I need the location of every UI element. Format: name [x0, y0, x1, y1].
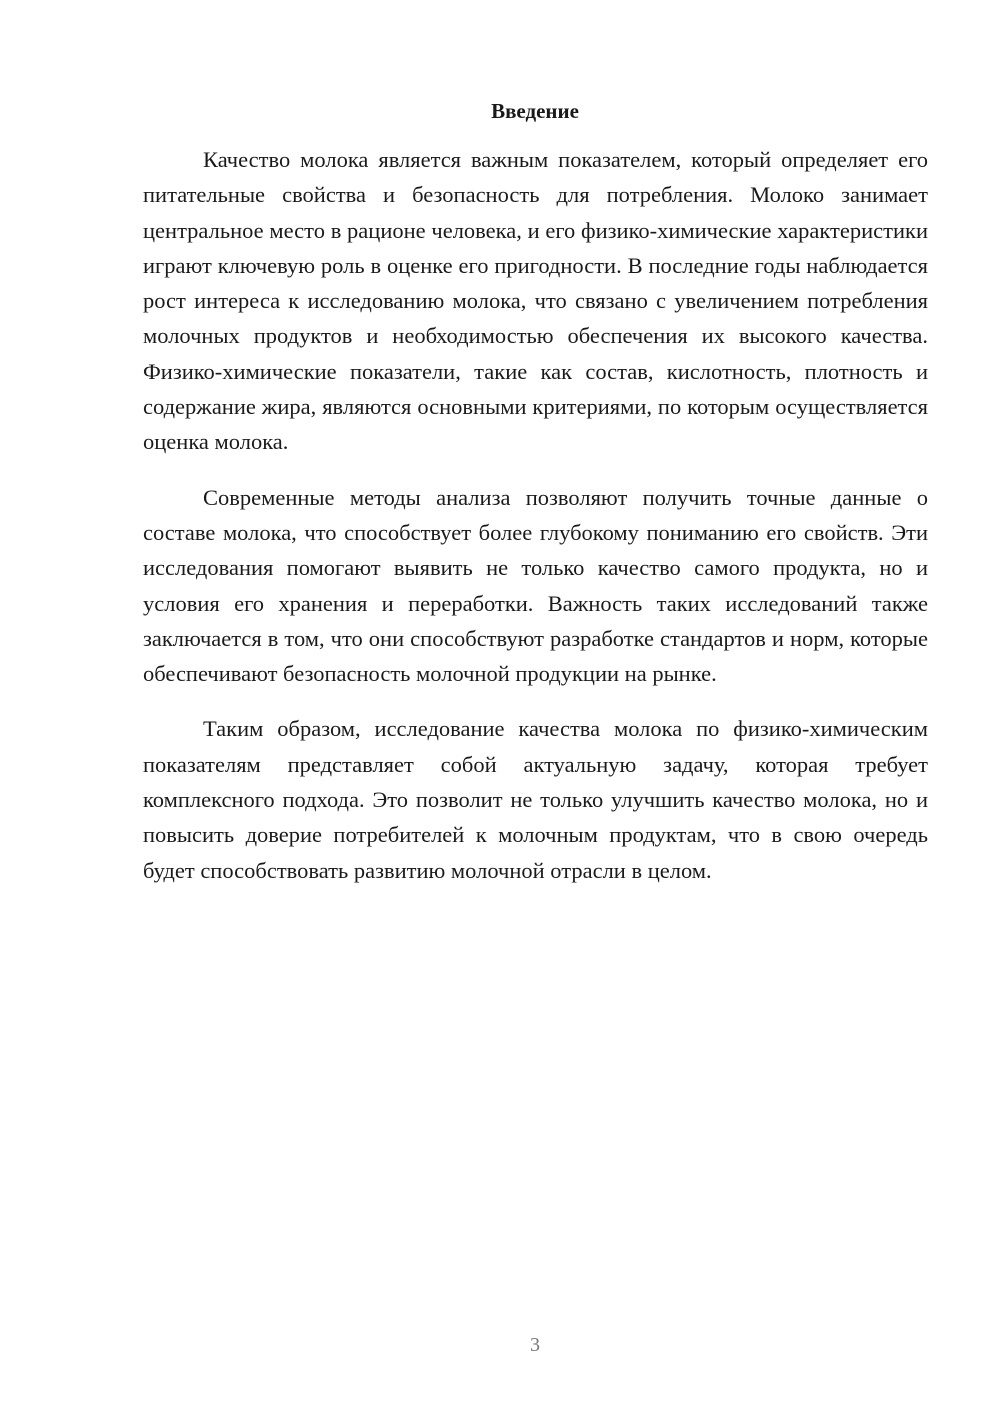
paragraph-conclusion: Таким образом, исследование качества молока по физико-химическим показателям представляет собой актуальную задачу, которая требует комплексного подхода. Это позволит не только улучшить качество молока, но и повысить доверие потребителей к молочным продуктам, что в свою очередь будет способствовать развитию молочной отрасли в целом.: [143, 716, 928, 883]
page-number: 3: [530, 1334, 540, 1356]
body-text: [143, 142, 928, 908]
page-title: Введение: [491, 99, 579, 123]
paragraph-analysis-methods: Современные методы анализа позволяют получить точные данные о составе молока, что способствует более глубокому пониманию его свойств. Эти исследования помогают выявить не только качество самого продукта, но и условия его хранения и переработки. Важность таких исследований также заключается в том, что они способствуют разработке стандартов и норм, которые обеспечивают безопасность молочной продукции на рынке.: [143, 484, 928, 687]
paragraph-intro-quality: Качество молока является важным показателем, который определяет его питательные свойства и безопасность для потребления. Молоко занимает центральное место в рационе человека, и его физико-химические характеристики играют ключевую роль в оценке его пригодности. В последние годы наблюдается рост интереса к исследованию молока, что связано с увеличением потребления молочных продуктов и необходимостью обеспечения их высокого качества. Физико-химические показатели, такие как состав, кислотность, плотность и содержание жира, являются основными критериями, по которым осуществляется оценка молока.: [143, 147, 928, 455]
